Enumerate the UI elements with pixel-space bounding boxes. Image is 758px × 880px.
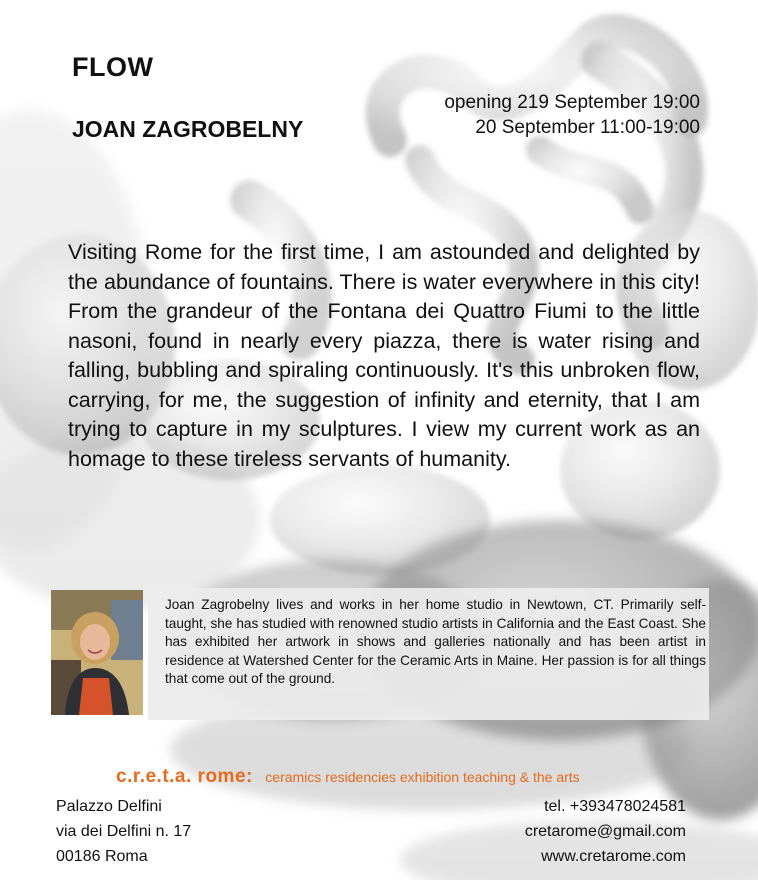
organization-tagline: ceramics residencies exhibition teaching & the arts: [265, 769, 580, 785]
venue-address: [56, 794, 191, 869]
phone-number: tel. +393478024581: [544, 798, 686, 815]
address-line-city: 00186 Roma: [56, 848, 148, 865]
artist-name: JOAN ZAGROBELNY: [72, 116, 304, 142]
artist-bio: Joan Zagrobelny lives and works in her home studio in Newtown, CT. Primarily self-taught, she has studied with renowned studio artists in California and the East Coast. She has exhibited her artwork in shows and galleries nationally and has been artist in residence at Watershed Center for the Ceramic Arts in Maine. Her passion is for all things that come out of the ground.: [165, 597, 706, 687]
email-address: cretarome@gmail.com: [524, 823, 686, 840]
second-date: 20 September 11:00-19:00: [475, 117, 700, 138]
artist-statement: Visiting Rome for the first time, I am astounded and delighted by the abundance of fountains. There is water everywhere in this city! From the grandeur of the Fontana dei Quattro Fiumi to the little nasoni, found in nearly every piazza, there is water rising and falling, bubbling and spiraling continuously. It's this unbroken flow, carrying, for me, the suggestion of infinity and eternity, that I am trying to capture in my sculptures. I view my current work as an homage to these tireless servants of humanity.: [68, 240, 700, 471]
exhibition-title: FLOW: [72, 52, 154, 82]
organization-name: c.r.e.t.a. rome:: [116, 766, 253, 787]
opening-date: opening 219 September 19:00: [444, 92, 700, 113]
address-line-street: via dei Delfini n. 17: [56, 823, 192, 840]
artist-photo: [51, 590, 143, 715]
organization-header: [116, 766, 580, 788]
exhibition-dates: [444, 90, 700, 140]
address-line-venue: Palazzo Delfini: [56, 798, 162, 815]
contact-info: [525, 794, 686, 869]
website-address: www.cretarome.com: [541, 848, 686, 865]
